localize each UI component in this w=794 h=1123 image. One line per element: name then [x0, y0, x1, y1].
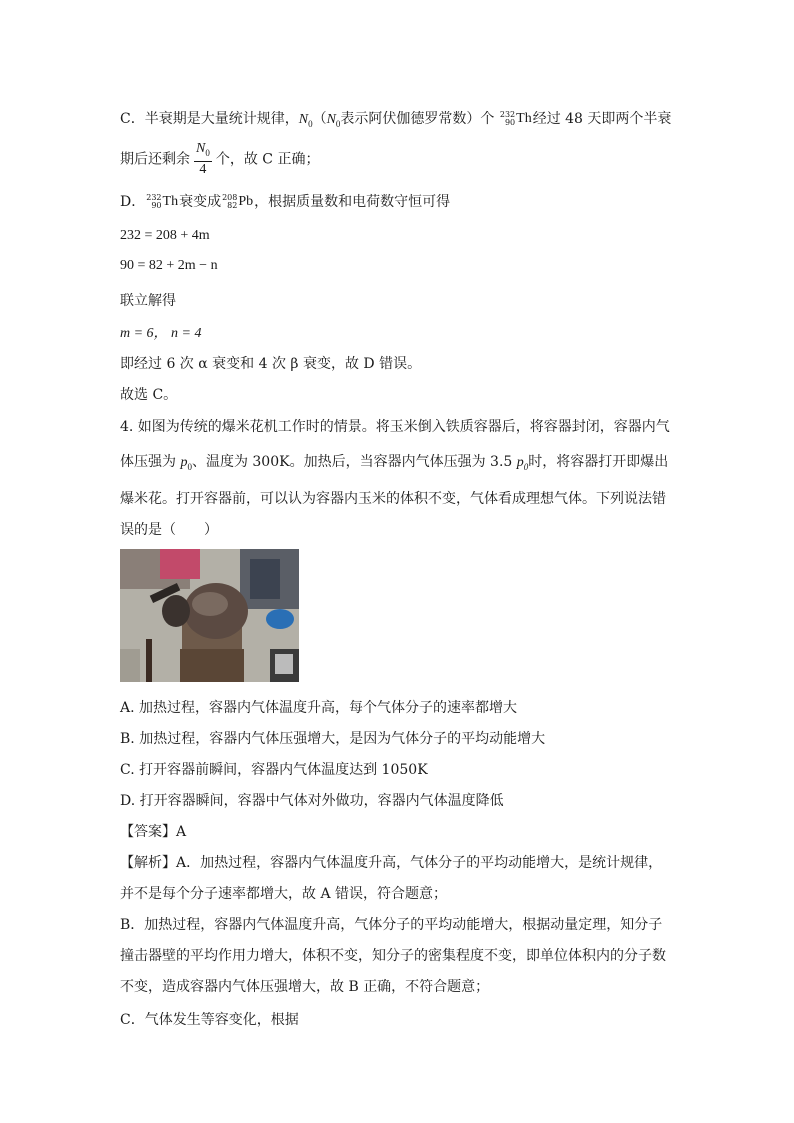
question4-line2: 体压强为 $p_0$、温度为 300K。加热后，当容器内气体压强为 3.5 $p_0$时，将容器打开即爆出: [120, 454, 669, 472]
explanation-line2: 并不是每个分子速率都增大，故 A 错误，符合题意；: [120, 886, 448, 902]
option-c: C. 打开容器前瞬间，容器内气体温度达到 1050K: [120, 762, 428, 778]
option-b: B. 加热过程，容器内气体压强增大，是因为气体分子的平均动能增大: [120, 731, 546, 747]
explanation-line5: 不变，造成容器内气体压强增大，故 B 正确，不符合题意；: [120, 979, 490, 995]
equation-mass: 232 = 208 + 4m: [120, 228, 210, 243]
option-a: A. 加热过程，容器内气体温度升高，每个气体分子的速率都增大: [120, 700, 518, 716]
explanation-line3: B．加热过程，容器内气体温度升高，气体分子的平均动能增大，根据动量定理，知分子: [120, 917, 663, 933]
explanation-line4: 撞击器壁的平均作用力增大，体积不变，知分子的密集程度不变，即单位体积内的分子数: [120, 948, 666, 964]
thorium-nuclide: 232 90 Th: [499, 110, 532, 127]
explanation-line1: 【解析】A．加热过程，容器内气体温度升高，气体分子的平均动能增大，是统计规律，: [120, 855, 663, 871]
question4-line1: 4. 如图为传统的爆米花机工作时的情景。将玉米倒入铁质容器后，将容器封闭，容器内气: [120, 419, 670, 435]
equation-charge: 90 = 82 + 2m − n: [120, 258, 218, 273]
answer-label: 【答案】A: [120, 824, 187, 840]
question4-line4: 误的是（ ）: [120, 522, 218, 538]
solution: m = 6， n = 4: [120, 326, 202, 341]
option-d: D. 打开容器瞬间，容器中气体对外做功，容器内气体温度降低: [120, 793, 504, 809]
lead-nuclide: 208 82 Pb: [222, 193, 254, 210]
popcorn-machine-photo: [120, 549, 299, 682]
explanation-line6: C．气体发生等容变化，根据: [120, 1012, 299, 1028]
joint-solve-label: 联立解得: [120, 293, 176, 309]
option-c-line2: 期后还剩余 $\frac{N_0}{4}$ 个，故 C 正确；: [120, 141, 320, 177]
decay-conclusion: 即经过 6 次 α 衰变和 4 次 β 衰变，故 D 错误。: [120, 356, 422, 372]
option-d-line: D． 232 90 Th衰变成 208 82 Pb，根据质量数和电荷数守恒可得: [120, 193, 451, 210]
thorium-nuclide: 232 90 Th: [146, 193, 179, 210]
option-c-line1: C．半衰期是大量统计规律，$N_0(N_0$表示阿伏伽德罗常数）个 232 90 Th经过 48 天即两个半衰: [120, 110, 672, 129]
choice-answer: 故选 C。: [120, 387, 178, 403]
popcorn-machine-illustration: [120, 549, 299, 682]
question4-line3: 爆米花。打开容器前，可以认为容器内玉米的体积不变，气体看成理想气体。下列说法错: [120, 491, 666, 507]
fraction-n0-over-4: $\frac{N_0}{4}$: [196, 141, 210, 177]
